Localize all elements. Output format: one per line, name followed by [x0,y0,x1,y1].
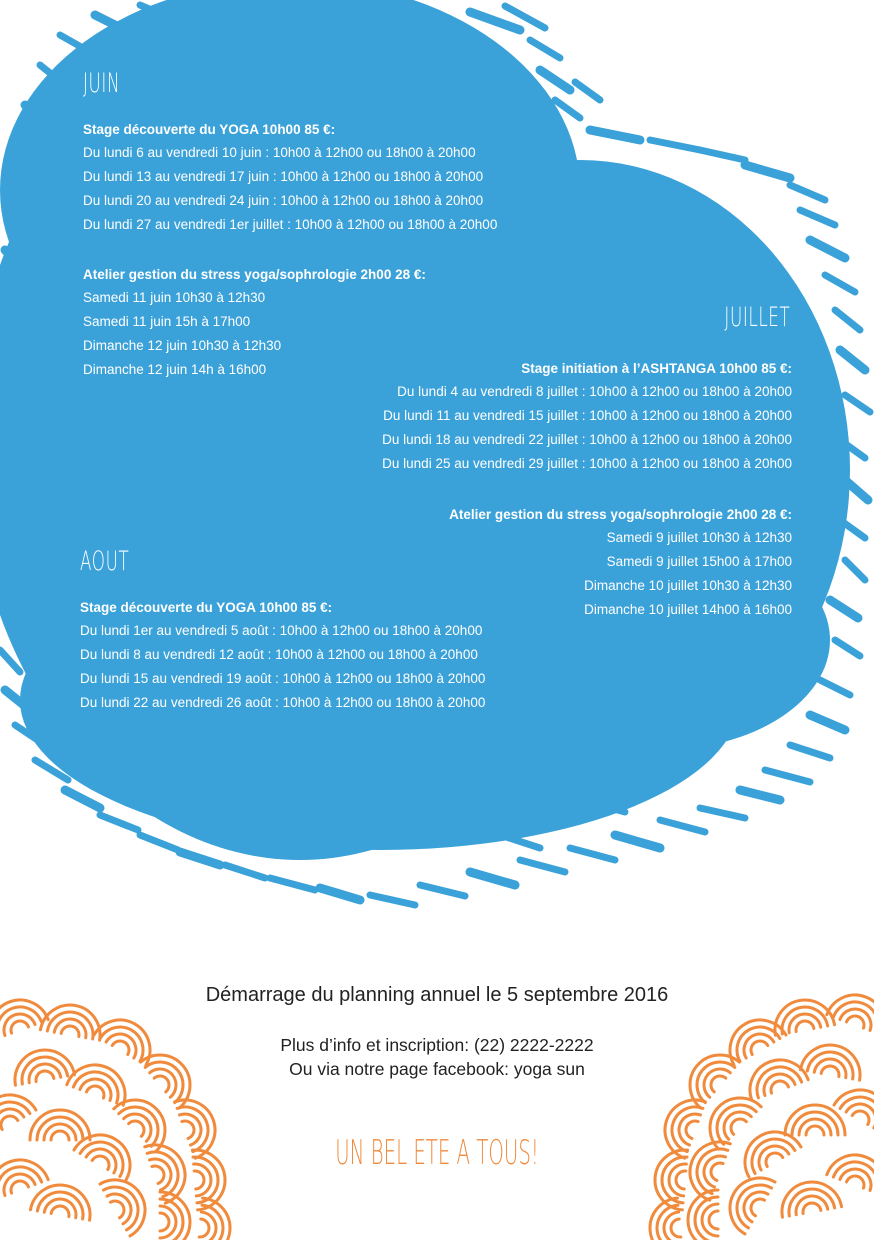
scallop-arc [847,1173,867,1188]
schedule-line: Samedi 11 juin 10h30 à 12h30 [83,290,266,305]
schedule-line: Samedi 9 juillet 15h00 à 17h00 [606,554,792,569]
scallop-arc [806,1126,824,1135]
schedule-line: Du lundi 8 au vendredi 12 août : 10h00 à 12h00 ou 18h00 à 20h00 [80,647,478,662]
schedule-line: Du lundi 27 au vendredi 1er juillet : 10h00 à 12h00 ou 18h00 à 20h00 [83,217,498,232]
schedule-line: Du lundi 13 au vendredi 17 juin : 10h00 à 12h00 ou 18h00 à 20h00 [83,169,484,184]
schedule-line: Du lundi 6 au vendredi 10 juin : 10h00 à 12h00 ou 18h00 à 20h00 [83,145,476,160]
month-title-juin: JUIN [83,68,121,99]
scallop-motif [834,1079,874,1135]
scallop-arc [707,1095,756,1144]
scallop-arc [768,1078,788,1093]
schedule-line: Dimanche 10 juillet 14h00 à 16h00 [584,602,792,617]
scallop-arc [0,1113,18,1130]
scallop-arc [160,1213,169,1231]
contact-phone-text: Plus d’info et inscription: (22) 2222-2222 [280,1035,594,1055]
scallop-arc [8,1018,28,1033]
scallop-arc [199,1219,210,1238]
scallop-arc [147,1146,184,1197]
schedule-line: Dimanche 12 juin 10h30 à 12h30 [83,338,282,353]
schedule-line: Du lundi 4 au vendredi 8 juillet : 10h00 à 12h00 ou 18h00 à 20h00 [397,384,792,399]
scallop-arc [748,1196,765,1216]
planning-start-text: Démarrage du planning annuel le 5 septembre 2016 [205,984,669,1006]
section-heading: Stage initiation à l’ASHTANGA 10h00 85 €: [521,361,792,376]
scallop-arc [847,1013,867,1028]
month-title-juillet: JUILLET [724,302,790,333]
scallop-arc [119,1097,168,1146]
section-heading: Atelier gestion du stress yoga/sophrologie 2h00 28 €: [83,267,426,282]
scallop-arc [691,1143,728,1194]
scallop-motif [777,1177,841,1217]
scallop-arc [675,1170,686,1189]
section-heading: Atelier gestion du stress yoga/sophrologie 2h00 28 €: [449,507,792,522]
aout-stage-section [80,597,485,715]
facebook-page-text: Ou via notre page facebook: yoga sun [289,1059,585,1079]
scallop-motif [30,1110,90,1140]
section-heading: Stage découverte du YOGA 10h00 85 €: [80,600,333,615]
scallop-arc [852,1108,872,1125]
scallop-cluster-left [0,992,233,1240]
scallop-arc [670,1219,681,1238]
juin-atelier-section [83,264,426,382]
schedule-line: Dimanche 12 juin 14h à 16h00 [83,362,267,377]
schedule-line: Dimanche 10 juillet 10h30 à 12h30 [584,578,792,593]
scallop-motif [827,1147,874,1196]
juillet-atelier-section [449,504,792,622]
scallop-motif [30,1180,94,1220]
scallop-arc [87,1083,107,1098]
schedule-line: Du lundi 20 au vendredi 24 juin : 10h00 à 12h00 ou 18h00 à 20h00 [83,193,484,208]
schedule-line: Du lundi 25 au vendredi 29 juillet : 10h00 à 12h00 ou 18h00 à 20h00 [382,456,792,471]
juillet-stage-section [382,358,792,476]
scallop-arc [92,1153,112,1170]
scallop-arc [8,1178,28,1193]
scallop-arc [795,1020,814,1032]
scallop-motif [114,1088,178,1152]
scallop-arc [727,1115,746,1134]
schedule-line: Samedi 11 juin 15h à 17h00 [83,314,251,329]
month-title-aout: AOUT [80,546,130,577]
scallop-cluster-right [647,987,874,1240]
schedule-line: Du lundi 11 au vendredi 15 juillet : 10h00 à 12h00 ou 18h00 à 20h00 [383,408,792,423]
schedule-line: Du lundi 22 au vendredi 26 août : 10h00 à 12h00 ou 18h00 à 20h00 [80,695,486,710]
scallop-arc [111,1198,128,1218]
scallop-arc [129,1117,148,1136]
scallop-arc [708,1160,723,1180]
scallop-arc [763,1150,783,1167]
scallop-motif [719,1167,775,1234]
schedule-line: Du lundi 18 au vendredi 22 juillet : 10h00 à 12h00 ou 18h00 à 20h00 [382,432,792,447]
scallop-arc [194,1170,205,1189]
scallop-arc [51,1131,69,1140]
juin-stage-section [83,119,497,237]
scallop-arc [51,1205,70,1217]
schedule-line: Samedi 9 juillet 10h30 à 12h30 [606,530,792,545]
scallop-arc [152,1163,167,1183]
summer-greeting-tagline: UN BEL ETE A TOUS! [335,1133,539,1173]
schedule-line: Du lundi 15 au vendredi 19 août : 10h00 à 12h00 ou 18h00 à 20h00 [80,671,486,686]
scallop-motif [785,1105,845,1135]
schedule-line: Du lundi 1er au vendredi 5 août : 10h00 à 12h00 ou 18h00 à 20h00 [80,623,483,638]
section-heading: Stage découverte du YOGA 10h00 85 €: [83,122,336,137]
scallop-arc [802,1202,821,1214]
scallop-arc [709,1211,718,1229]
scallop-motif [74,1124,141,1180]
scallop-motif [734,1121,801,1177]
